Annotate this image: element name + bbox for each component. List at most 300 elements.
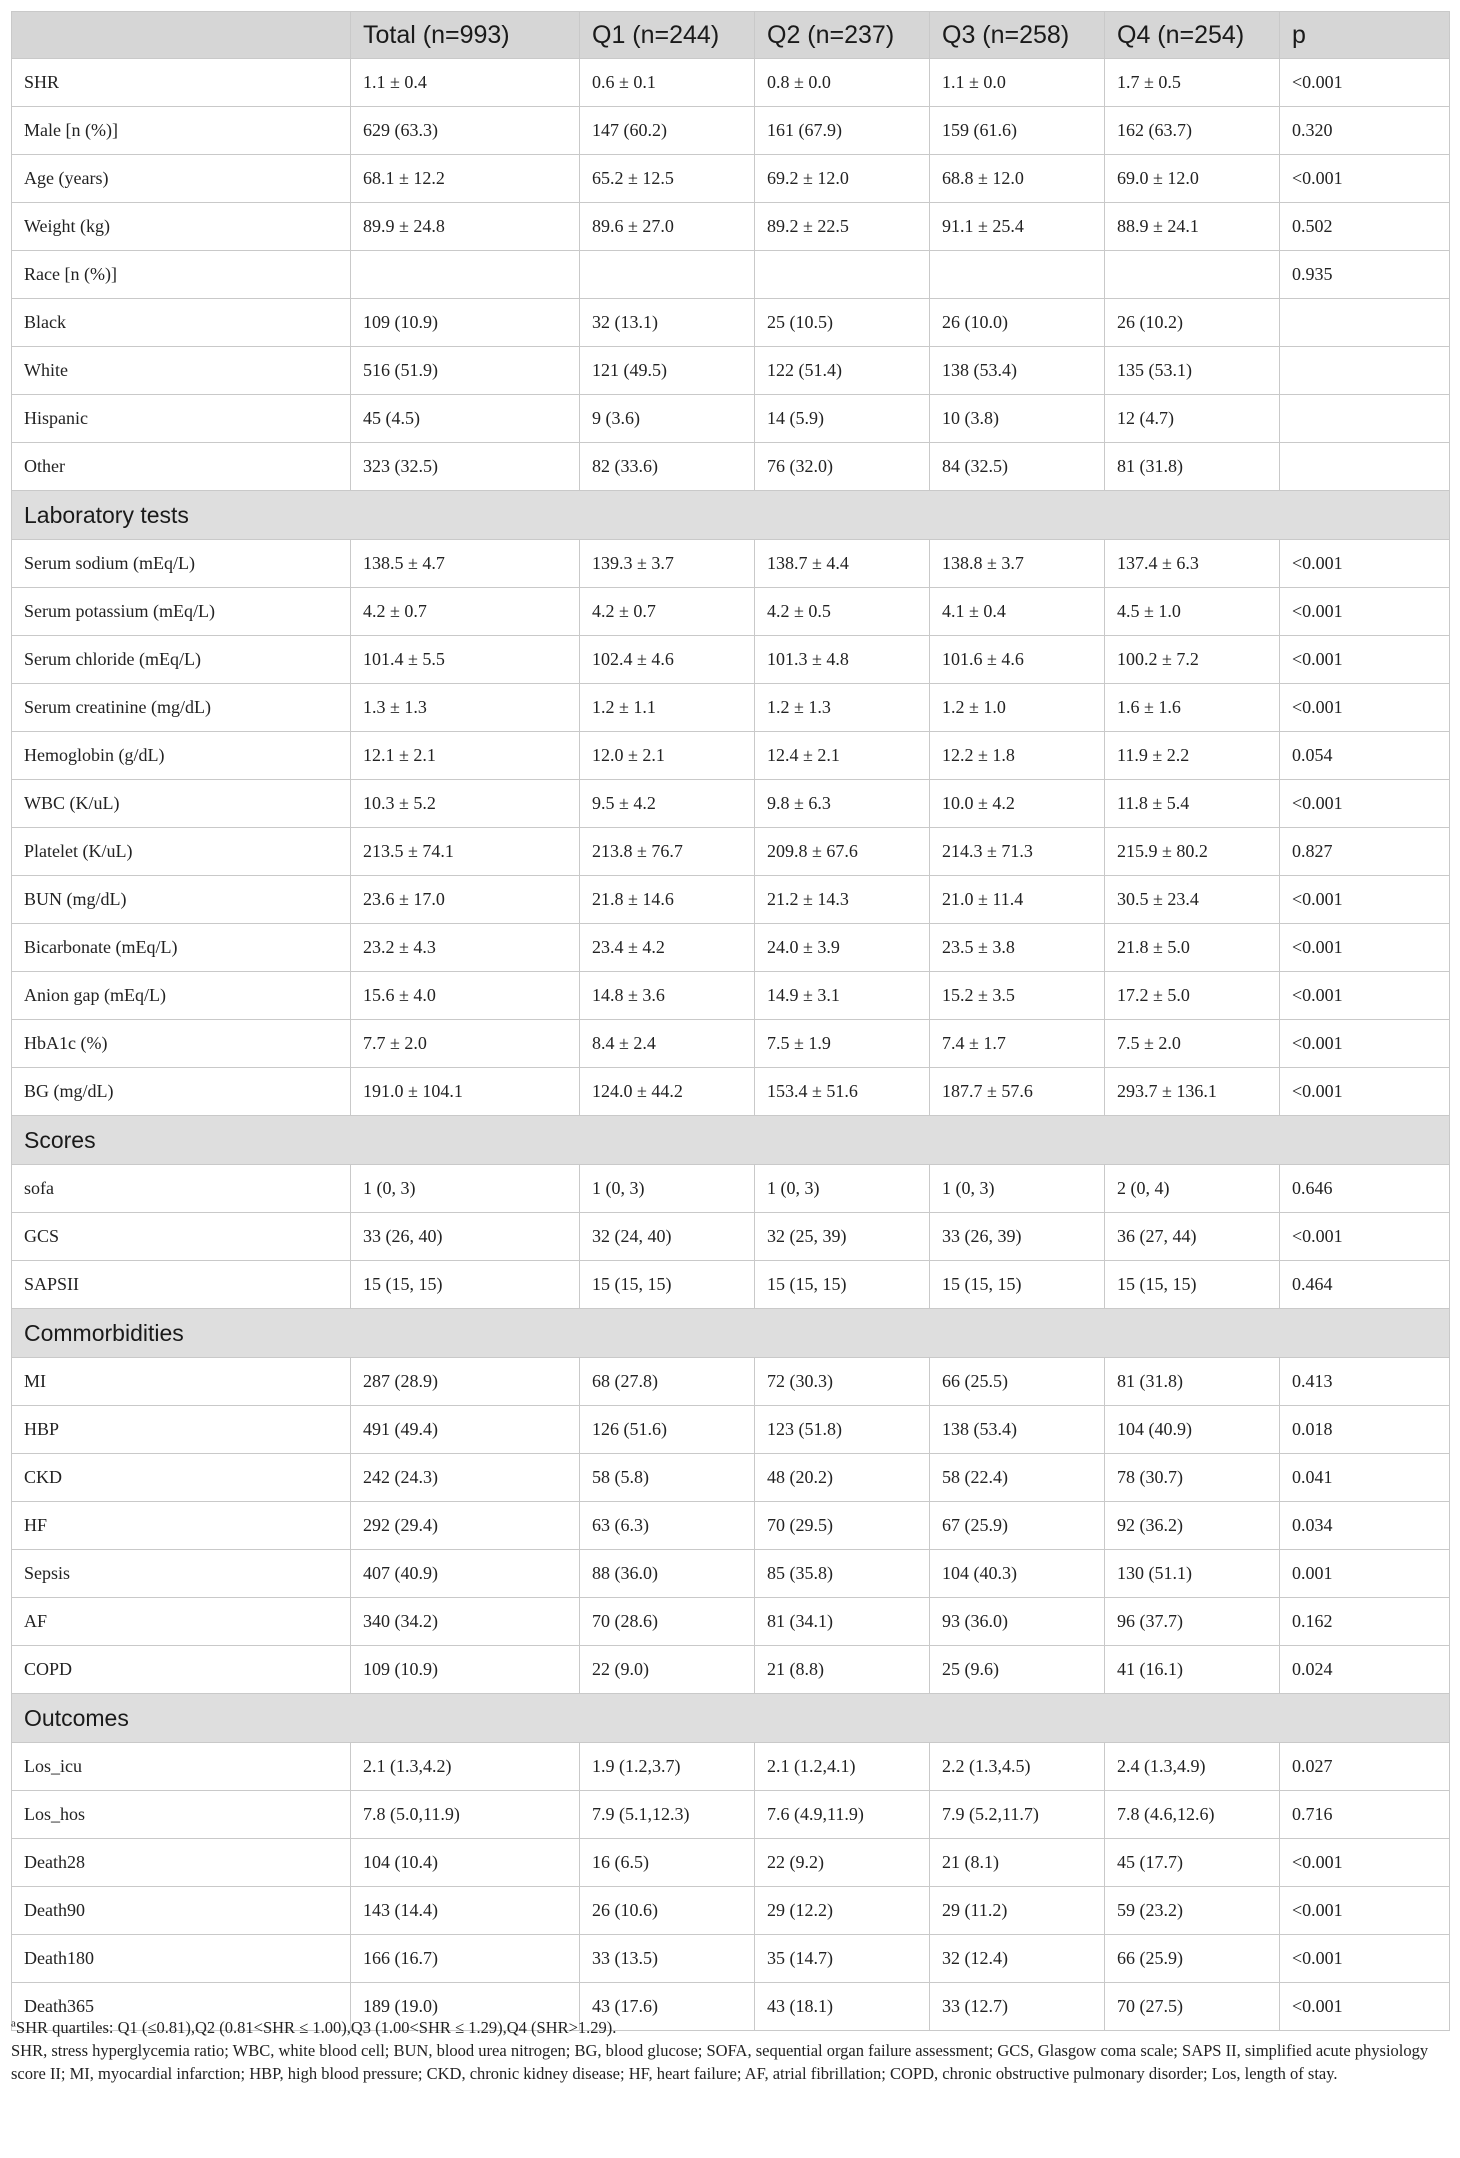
cell-variable: White	[12, 347, 351, 395]
cell-q2: 35 (14.7)	[755, 1935, 930, 1983]
cell-q3: 7.9 (5.2,11.7)	[930, 1791, 1105, 1839]
cell-q1: 121 (49.5)	[580, 347, 755, 395]
cell-p	[1280, 299, 1450, 347]
cell-q1: 89.6 ± 27.0	[580, 203, 755, 251]
footnote-quartiles	[11, 2016, 1449, 2039]
cell-q3: 1.2 ± 1.0	[930, 684, 1105, 732]
cell-q4: 70 (27.5)	[1105, 1983, 1280, 2031]
table-row	[12, 1743, 1450, 1791]
section-title: Laboratory tests	[12, 491, 1450, 540]
cell-q2: 1.2 ± 1.3	[755, 684, 930, 732]
cell-q4: 2.4 (1.3,4.9)	[1105, 1743, 1280, 1791]
cell-q4: 7.8 (4.6,12.6)	[1105, 1791, 1280, 1839]
cell-q4: 11.8 ± 5.4	[1105, 780, 1280, 828]
table-row	[12, 588, 1450, 636]
table-row	[12, 251, 1450, 299]
table-row	[12, 1454, 1450, 1502]
cell-q2: 138.7 ± 4.4	[755, 540, 930, 588]
footnote-marker: a	[11, 2017, 16, 2030]
cell-total: 516 (51.9)	[351, 347, 580, 395]
cell-total: 10.3 ± 5.2	[351, 780, 580, 828]
cell-q1: 23.4 ± 4.2	[580, 924, 755, 972]
cell-p: <0.001	[1280, 924, 1450, 972]
cell-q3: 187.7 ± 57.6	[930, 1068, 1105, 1116]
cell-q4: 1.7 ± 0.5	[1105, 59, 1280, 107]
cell-p: <0.001	[1280, 588, 1450, 636]
cell-p: <0.001	[1280, 1935, 1450, 1983]
baseline-characteristics-table	[11, 11, 1450, 2031]
cell-p: 0.162	[1280, 1598, 1450, 1646]
cell-q2: 122 (51.4)	[755, 347, 930, 395]
cell-q1: 43 (17.6)	[580, 1983, 755, 2031]
cell-q1: 1.2 ± 1.1	[580, 684, 755, 732]
cell-total: 109 (10.9)	[351, 1646, 580, 1694]
cell-total: 287 (28.9)	[351, 1358, 580, 1406]
cell-q2: 12.4 ± 2.1	[755, 732, 930, 780]
cell-q3: 66 (25.5)	[930, 1358, 1105, 1406]
cell-p: <0.001	[1280, 780, 1450, 828]
cell-variable: WBC (K/uL)	[12, 780, 351, 828]
cell-q2: 25 (10.5)	[755, 299, 930, 347]
cell-variable: HF	[12, 1502, 351, 1550]
cell-q1: 14.8 ± 3.6	[580, 972, 755, 1020]
cell-q3: 58 (22.4)	[930, 1454, 1105, 1502]
cell-q4: 12 (4.7)	[1105, 395, 1280, 443]
table-row	[12, 59, 1450, 107]
cell-total: 101.4 ± 5.5	[351, 636, 580, 684]
cell-q3: 12.2 ± 1.8	[930, 732, 1105, 780]
section-header-row	[12, 491, 1450, 540]
cell-q4: 66 (25.9)	[1105, 1935, 1280, 1983]
cell-p: 0.027	[1280, 1743, 1450, 1791]
table-header-row	[12, 12, 1450, 59]
cell-variable: SHR	[12, 59, 351, 107]
cell-q4: 59 (23.2)	[1105, 1887, 1280, 1935]
cell-q2: 9.8 ± 6.3	[755, 780, 930, 828]
table-row	[12, 732, 1450, 780]
cell-q2: 72 (30.3)	[755, 1358, 930, 1406]
cell-q1: 21.8 ± 14.6	[580, 876, 755, 924]
cell-q3: 214.3 ± 71.3	[930, 828, 1105, 876]
table-row	[12, 924, 1450, 972]
cell-q3: 93 (36.0)	[930, 1598, 1105, 1646]
footnote-quartiles-text: SHR quartiles: Q1 (≤0.81),Q2 (0.81<SHR ≤ 1.00),Q3 (1.00<SHR ≤ 1.29),Q4 (SHR>1.29).	[15, 2018, 617, 2037]
table-row	[12, 540, 1450, 588]
cell-q3	[930, 251, 1105, 299]
cell-variable: Death365	[12, 1983, 351, 2031]
cell-q2: 21 (8.8)	[755, 1646, 930, 1694]
cell-q4: 45 (17.7)	[1105, 1839, 1280, 1887]
cell-total: 143 (14.4)	[351, 1887, 580, 1935]
cell-q3: 29 (11.2)	[930, 1887, 1105, 1935]
cell-p: <0.001	[1280, 636, 1450, 684]
table-row	[12, 1502, 1450, 1550]
baseline-table-container	[11, 11, 1449, 2031]
cell-variable: CKD	[12, 1454, 351, 1502]
cell-total: 15.6 ± 4.0	[351, 972, 580, 1020]
cell-q1: 12.0 ± 2.1	[580, 732, 755, 780]
cell-total: 629 (63.3)	[351, 107, 580, 155]
cell-q2: 85 (35.8)	[755, 1550, 930, 1598]
header-cell-q1: Q1 (n=244)	[580, 12, 755, 59]
table-row	[12, 1887, 1450, 1935]
cell-variable: Death28	[12, 1839, 351, 1887]
cell-q1: 63 (6.3)	[580, 1502, 755, 1550]
cell-q3: 159 (61.6)	[930, 107, 1105, 155]
cell-p	[1280, 443, 1450, 491]
header-cell-p: p	[1280, 12, 1450, 59]
table-row	[12, 1165, 1450, 1213]
cell-q2: 123 (51.8)	[755, 1406, 930, 1454]
cell-variable: Los_icu	[12, 1743, 351, 1791]
cell-q2: 43 (18.1)	[755, 1983, 930, 2031]
cell-variable: Weight (kg)	[12, 203, 351, 251]
cell-q3: 4.1 ± 0.4	[930, 588, 1105, 636]
cell-q2: 7.5 ± 1.9	[755, 1020, 930, 1068]
table-row	[12, 1213, 1450, 1261]
cell-p: 0.034	[1280, 1502, 1450, 1550]
cell-q1: 70 (28.6)	[580, 1598, 755, 1646]
table-row	[12, 1261, 1450, 1309]
cell-variable: AF	[12, 1598, 351, 1646]
cell-p: 0.054	[1280, 732, 1450, 780]
cell-q2: 0.8 ± 0.0	[755, 59, 930, 107]
cell-total: 1.3 ± 1.3	[351, 684, 580, 732]
cell-q1: 26 (10.6)	[580, 1887, 755, 1935]
cell-q4: 4.5 ± 1.0	[1105, 588, 1280, 636]
cell-q3: 26 (10.0)	[930, 299, 1105, 347]
cell-q4: 104 (40.9)	[1105, 1406, 1280, 1454]
cell-q3: 1.1 ± 0.0	[930, 59, 1105, 107]
cell-variable: Serum sodium (mEq/L)	[12, 540, 351, 588]
cell-total: 138.5 ± 4.7	[351, 540, 580, 588]
cell-total: 292 (29.4)	[351, 1502, 580, 1550]
cell-q4: 15 (15, 15)	[1105, 1261, 1280, 1309]
cell-q4: 137.4 ± 6.3	[1105, 540, 1280, 588]
cell-q3: 138 (53.4)	[930, 347, 1105, 395]
cell-variable: Other	[12, 443, 351, 491]
cell-q3: 15.2 ± 3.5	[930, 972, 1105, 1020]
cell-variable: SAPSII	[12, 1261, 351, 1309]
cell-total: 213.5 ± 74.1	[351, 828, 580, 876]
cell-q4: 17.2 ± 5.0	[1105, 972, 1280, 1020]
cell-p: <0.001	[1280, 155, 1450, 203]
table-row	[12, 1550, 1450, 1598]
cell-q2: 1 (0, 3)	[755, 1165, 930, 1213]
cell-q1: 8.4 ± 2.4	[580, 1020, 755, 1068]
cell-q2: 7.6 (4.9,11.9)	[755, 1791, 930, 1839]
cell-p: <0.001	[1280, 1020, 1450, 1068]
cell-total: 407 (40.9)	[351, 1550, 580, 1598]
cell-q2: 32 (25, 39)	[755, 1213, 930, 1261]
cell-p: <0.001	[1280, 1213, 1450, 1261]
cell-total: 23.2 ± 4.3	[351, 924, 580, 972]
cell-q4: 215.9 ± 80.2	[1105, 828, 1280, 876]
cell-q1: 22 (9.0)	[580, 1646, 755, 1694]
cell-q1: 147 (60.2)	[580, 107, 755, 155]
cell-variable: Hispanic	[12, 395, 351, 443]
cell-variable: Serum creatinine (mg/dL)	[12, 684, 351, 732]
cell-q2: 161 (67.9)	[755, 107, 930, 155]
section-header-row	[12, 1309, 1450, 1358]
table-row	[12, 1791, 1450, 1839]
cell-q2: 29 (12.2)	[755, 1887, 930, 1935]
cell-p: 0.646	[1280, 1165, 1450, 1213]
cell-q1: 88 (36.0)	[580, 1550, 755, 1598]
table-row	[12, 1598, 1450, 1646]
cell-p: 0.935	[1280, 251, 1450, 299]
cell-q1: 1 (0, 3)	[580, 1165, 755, 1213]
cell-variable: Serum chloride (mEq/L)	[12, 636, 351, 684]
cell-q1: 32 (24, 40)	[580, 1213, 755, 1261]
cell-q3: 33 (26, 39)	[930, 1213, 1105, 1261]
cell-variable: sofa	[12, 1165, 351, 1213]
cell-q1: 33 (13.5)	[580, 1935, 755, 1983]
cell-p: <0.001	[1280, 684, 1450, 732]
cell-total: 1.1 ± 0.4	[351, 59, 580, 107]
cell-q4: 69.0 ± 12.0	[1105, 155, 1280, 203]
cell-p: <0.001	[1280, 1983, 1450, 2031]
cell-p: <0.001	[1280, 1068, 1450, 1116]
cell-variable: Death90	[12, 1887, 351, 1935]
cell-variable: Platelet (K/uL)	[12, 828, 351, 876]
table-row	[12, 347, 1450, 395]
cell-q4: 21.8 ± 5.0	[1105, 924, 1280, 972]
table-body	[12, 59, 1450, 2031]
cell-variable: HbA1c (%)	[12, 1020, 351, 1068]
cell-q2: 81 (34.1)	[755, 1598, 930, 1646]
cell-total: 189 (19.0)	[351, 1983, 580, 2031]
cell-variable: Male [n (%)]	[12, 107, 351, 155]
cell-variable: Death180	[12, 1935, 351, 1983]
cell-q3: 104 (40.3)	[930, 1550, 1105, 1598]
cell-q4: 162 (63.7)	[1105, 107, 1280, 155]
cell-variable: Serum potassium (mEq/L)	[12, 588, 351, 636]
section-title: Outcomes	[12, 1694, 1450, 1743]
cell-total: 4.2 ± 0.7	[351, 588, 580, 636]
cell-p: 0.018	[1280, 1406, 1450, 1454]
cell-q4: 36 (27, 44)	[1105, 1213, 1280, 1261]
cell-q4: 26 (10.2)	[1105, 299, 1280, 347]
table-row	[12, 155, 1450, 203]
table-row	[12, 203, 1450, 251]
table-row	[12, 443, 1450, 491]
cell-q2: 24.0 ± 3.9	[755, 924, 930, 972]
cell-q3: 33 (12.7)	[930, 1983, 1105, 2031]
cell-q4: 7.5 ± 2.0	[1105, 1020, 1280, 1068]
cell-variable: BUN (mg/dL)	[12, 876, 351, 924]
cell-q3: 32 (12.4)	[930, 1935, 1105, 1983]
cell-q1	[580, 251, 755, 299]
table-row	[12, 299, 1450, 347]
cell-q3: 67 (25.9)	[930, 1502, 1105, 1550]
cell-q4: 293.7 ± 136.1	[1105, 1068, 1280, 1116]
table-row	[12, 684, 1450, 732]
cell-q1: 9.5 ± 4.2	[580, 780, 755, 828]
cell-q3: 21.0 ± 11.4	[930, 876, 1105, 924]
cell-q2: 209.8 ± 67.6	[755, 828, 930, 876]
cell-q4: 81 (31.8)	[1105, 443, 1280, 491]
cell-q3: 10.0 ± 4.2	[930, 780, 1105, 828]
cell-q1: 102.4 ± 4.6	[580, 636, 755, 684]
cell-p: <0.001	[1280, 876, 1450, 924]
cell-q2: 15 (15, 15)	[755, 1261, 930, 1309]
cell-total: 1 (0, 3)	[351, 1165, 580, 1213]
cell-q4: 1.6 ± 1.6	[1105, 684, 1280, 732]
cell-total: 340 (34.2)	[351, 1598, 580, 1646]
cell-q2: 70 (29.5)	[755, 1502, 930, 1550]
cell-q3: 2.2 (1.3,4.5)	[930, 1743, 1105, 1791]
cell-p: 0.024	[1280, 1646, 1450, 1694]
cell-q2	[755, 251, 930, 299]
section-header-row	[12, 1116, 1450, 1165]
cell-variable: COPD	[12, 1646, 351, 1694]
cell-q4: 88.9 ± 24.1	[1105, 203, 1280, 251]
cell-total: 12.1 ± 2.1	[351, 732, 580, 780]
cell-total: 89.9 ± 24.8	[351, 203, 580, 251]
cell-total: 45 (4.5)	[351, 395, 580, 443]
header-cell-q2: Q2 (n=237)	[755, 12, 930, 59]
cell-q2: 4.2 ± 0.5	[755, 588, 930, 636]
table-row	[12, 876, 1450, 924]
cell-q3: 138.8 ± 3.7	[930, 540, 1105, 588]
cell-variable: Bicarbonate (mEq/L)	[12, 924, 351, 972]
cell-q3: 21 (8.1)	[930, 1839, 1105, 1887]
cell-q2: 76 (32.0)	[755, 443, 930, 491]
cell-q4: 96 (37.7)	[1105, 1598, 1280, 1646]
header-cell-total: Total (n=993)	[351, 12, 580, 59]
cell-q3: 15 (15, 15)	[930, 1261, 1105, 1309]
cell-variable: Age (years)	[12, 155, 351, 203]
cell-q3: 7.4 ± 1.7	[930, 1020, 1105, 1068]
footnote-abbreviations: SHR, stress hyperglycemia ratio; WBC, white blood cell; BUN, blood urea nitrogen; BG, blood glucose; SOFA, sequential organ failure assessment; GCS, Glasgow coma scale; SAPS II, simplified acute physiology score II; MI, myocardial infarction; HBP, high blood pressure; CKD, chronic kidney disease; HF, heart failure; AF, atrial fibrillation; COPD, chronic obstructive pulmonary disorder; Los, length of stay.	[11, 2041, 1429, 2083]
table-footnotes	[11, 2016, 1449, 2085]
cell-q4: 92 (36.2)	[1105, 1502, 1280, 1550]
cell-q3: 84 (32.5)	[930, 443, 1105, 491]
cell-p: 0.716	[1280, 1791, 1450, 1839]
cell-q3: 138 (53.4)	[930, 1406, 1105, 1454]
cell-q1: 65.2 ± 12.5	[580, 155, 755, 203]
cell-q1: 126 (51.6)	[580, 1406, 755, 1454]
table-row	[12, 1406, 1450, 1454]
table-row	[12, 395, 1450, 443]
cell-q4: 2 (0, 4)	[1105, 1165, 1280, 1213]
cell-p: 0.827	[1280, 828, 1450, 876]
cell-q1: 213.8 ± 76.7	[580, 828, 755, 876]
cell-q2: 22 (9.2)	[755, 1839, 930, 1887]
table-row	[12, 780, 1450, 828]
cell-total: 104 (10.4)	[351, 1839, 580, 1887]
cell-q3: 68.8 ± 12.0	[930, 155, 1105, 203]
cell-q1: 0.6 ± 0.1	[580, 59, 755, 107]
cell-q1: 82 (33.6)	[580, 443, 755, 491]
section-header-row	[12, 1694, 1450, 1743]
cell-p: 0.320	[1280, 107, 1450, 155]
cell-variable: MI	[12, 1358, 351, 1406]
cell-q4: 81 (31.8)	[1105, 1358, 1280, 1406]
cell-total: 7.7 ± 2.0	[351, 1020, 580, 1068]
header-cell-q3: Q3 (n=258)	[930, 12, 1105, 59]
cell-variable: Los_hos	[12, 1791, 351, 1839]
cell-q4: 135 (53.1)	[1105, 347, 1280, 395]
cell-q3: 91.1 ± 25.4	[930, 203, 1105, 251]
cell-total: 15 (15, 15)	[351, 1261, 580, 1309]
cell-variable: Sepsis	[12, 1550, 351, 1598]
table-row	[12, 1068, 1450, 1116]
cell-q3: 25 (9.6)	[930, 1646, 1105, 1694]
section-title: Commorbidities	[12, 1309, 1450, 1358]
cell-p: <0.001	[1280, 540, 1450, 588]
cell-total: 33 (26, 40)	[351, 1213, 580, 1261]
cell-p: 0.041	[1280, 1454, 1450, 1502]
cell-q4	[1105, 251, 1280, 299]
cell-q2: 14 (5.9)	[755, 395, 930, 443]
cell-total: 68.1 ± 12.2	[351, 155, 580, 203]
cell-total: 191.0 ± 104.1	[351, 1068, 580, 1116]
cell-q2: 153.4 ± 51.6	[755, 1068, 930, 1116]
cell-p: <0.001	[1280, 1887, 1450, 1935]
cell-variable: Hemoglobin (g/dL)	[12, 732, 351, 780]
cell-q1: 124.0 ± 44.2	[580, 1068, 755, 1116]
cell-q2: 89.2 ± 22.5	[755, 203, 930, 251]
cell-p: 0.413	[1280, 1358, 1450, 1406]
cell-variable: HBP	[12, 1406, 351, 1454]
cell-q2: 101.3 ± 4.8	[755, 636, 930, 684]
header-cell-q4: Q4 (n=254)	[1105, 12, 1280, 59]
cell-q2: 14.9 ± 3.1	[755, 972, 930, 1020]
cell-q4: 130 (51.1)	[1105, 1550, 1280, 1598]
section-title: Scores	[12, 1116, 1450, 1165]
cell-q3: 101.6 ± 4.6	[930, 636, 1105, 684]
cell-total: 2.1 (1.3,4.2)	[351, 1743, 580, 1791]
cell-total: 7.8 (5.0,11.9)	[351, 1791, 580, 1839]
cell-q4: 100.2 ± 7.2	[1105, 636, 1280, 684]
cell-total: 242 (24.3)	[351, 1454, 580, 1502]
cell-p: 0.001	[1280, 1550, 1450, 1598]
table-row	[12, 636, 1450, 684]
cell-total: 23.6 ± 17.0	[351, 876, 580, 924]
cell-q1: 4.2 ± 0.7	[580, 588, 755, 636]
cell-p: <0.001	[1280, 59, 1450, 107]
cell-total: 166 (16.7)	[351, 1935, 580, 1983]
cell-q1: 9 (3.6)	[580, 395, 755, 443]
cell-q3: 23.5 ± 3.8	[930, 924, 1105, 972]
table-row	[12, 828, 1450, 876]
cell-q1: 15 (15, 15)	[580, 1261, 755, 1309]
cell-q3: 10 (3.8)	[930, 395, 1105, 443]
cell-variable: Race [n (%)]	[12, 251, 351, 299]
cell-q1: 139.3 ± 3.7	[580, 540, 755, 588]
cell-q4: 30.5 ± 23.4	[1105, 876, 1280, 924]
cell-variable: Black	[12, 299, 351, 347]
cell-q2: 21.2 ± 14.3	[755, 876, 930, 924]
cell-total: 491 (49.4)	[351, 1406, 580, 1454]
table-row	[12, 1020, 1450, 1068]
cell-variable: Anion gap (mEq/L)	[12, 972, 351, 1020]
cell-p: 0.464	[1280, 1261, 1450, 1309]
cell-q1: 58 (5.8)	[580, 1454, 755, 1502]
table-row	[12, 1839, 1450, 1887]
cell-p: <0.001	[1280, 972, 1450, 1020]
cell-p	[1280, 395, 1450, 443]
cell-q1: 68 (27.8)	[580, 1358, 755, 1406]
cell-p	[1280, 347, 1450, 395]
cell-q4: 11.9 ± 2.2	[1105, 732, 1280, 780]
table-row	[12, 1646, 1450, 1694]
cell-q1: 32 (13.1)	[580, 299, 755, 347]
cell-p: <0.001	[1280, 1839, 1450, 1887]
cell-q2: 2.1 (1.2,4.1)	[755, 1743, 930, 1791]
